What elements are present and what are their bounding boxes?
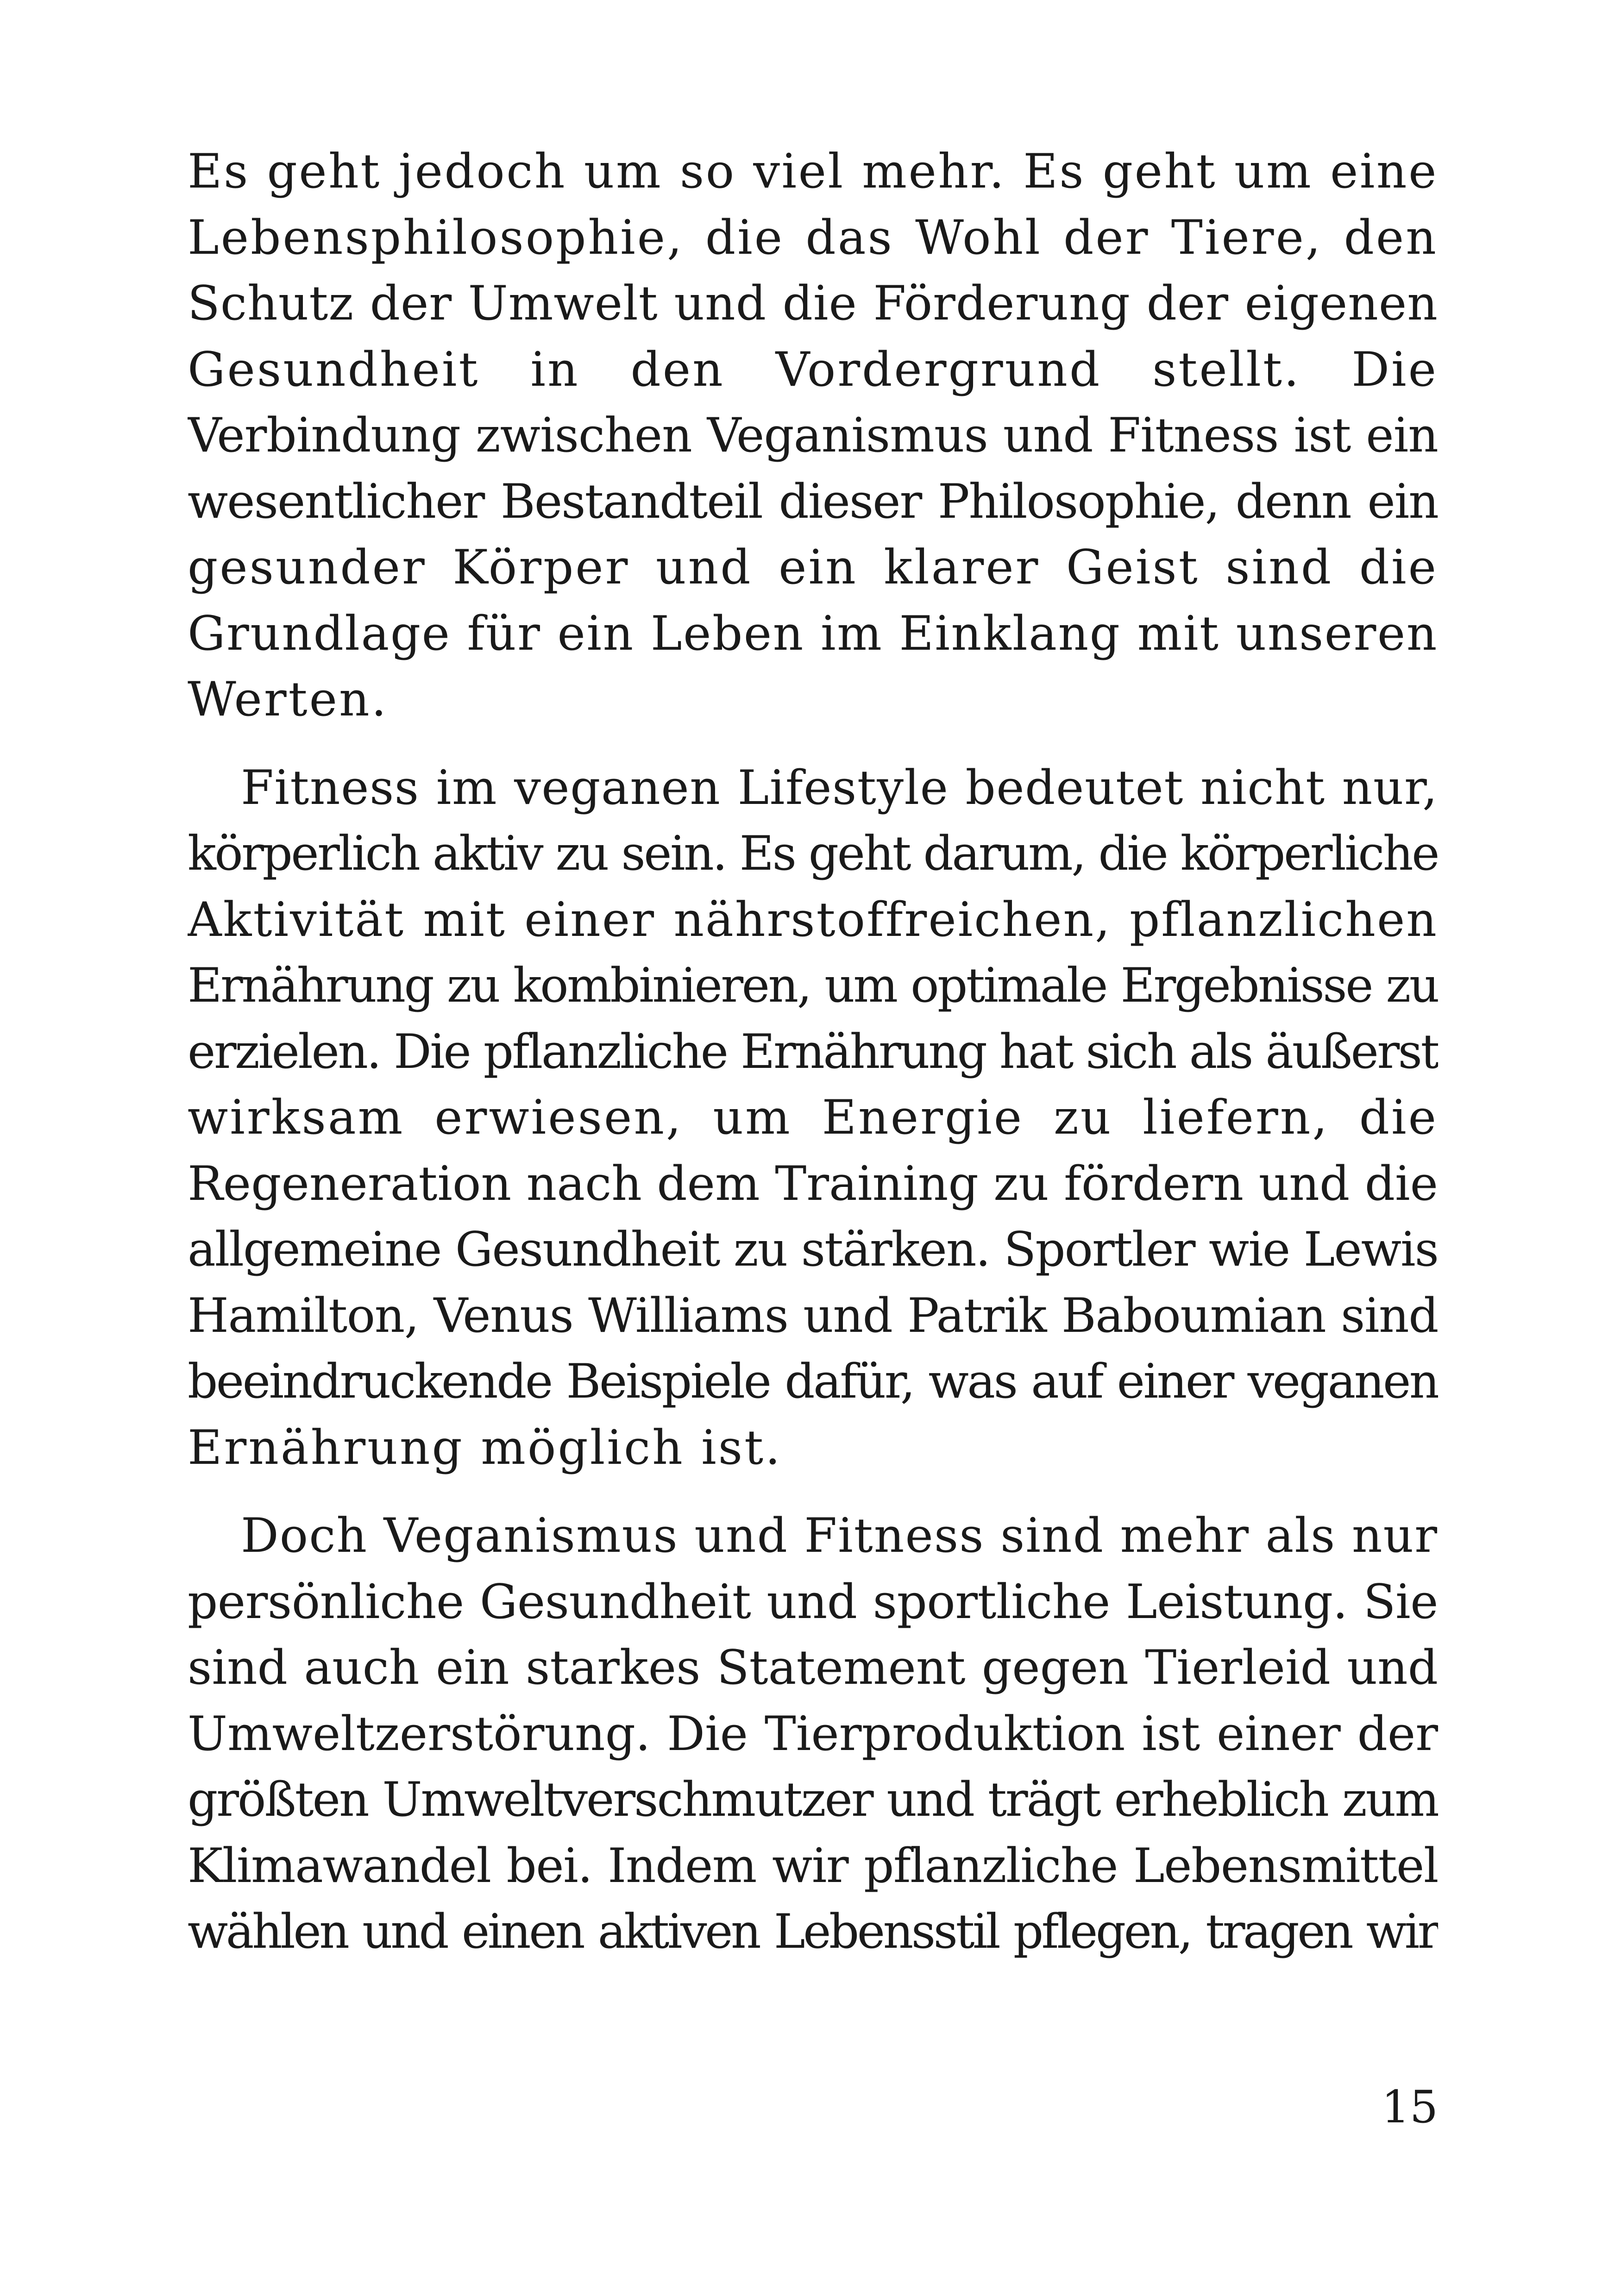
body-text — [188, 139, 1438, 1965]
text-line: körperlich aktiv zu sein. Es geht darum, die körperliche — [188, 826, 1438, 881]
paragraph-2 — [188, 755, 1438, 1481]
text-line: Umweltzerstörung. Die Tierproduktion ist einer der — [188, 1706, 1438, 1762]
text-line: Verbindung zwischen Veganismus und Fitness ist ein — [188, 408, 1438, 463]
text-line: Ernährung möglich ist. — [188, 1420, 782, 1475]
text-line: Hamilton, Venus Williams und Patrik Baboumian sind — [188, 1288, 1438, 1343]
text-line: Regeneration nach dem Training zu fördern und die — [188, 1156, 1438, 1211]
text-line: Klimawandel bei. Indem wir pflanzliche Lebensmittel — [188, 1838, 1438, 1894]
text-line: wirksam erwiesen, um Energie zu liefern, die — [188, 1090, 1438, 1145]
text-line: Lebensphilosophie, die das Wohl der Tiere, den — [188, 210, 1438, 265]
text-line: erzielen. Die pflanzliche Ernährung hat sich als äußerst — [188, 1024, 1438, 1079]
text-line: allgemeine Gesundheit zu stärken. Sportler wie Lewis — [188, 1222, 1438, 1277]
paragraph-gap — [188, 1481, 1438, 1503]
text-line: Schutz der Umwelt und die Förderung der eigenen — [188, 276, 1438, 331]
text-line: persönliche Gesundheit und sportliche Leistung. Sie — [188, 1574, 1438, 1630]
text-line: größten Umweltverschmutzer und trägt erheblich zum — [188, 1772, 1438, 1827]
text-line: Fitness im veganen Lifestyle bedeutet nicht nur, — [241, 760, 1438, 816]
text-line: Aktivität mit einer nährstoffreichen, pflanzlichen — [188, 892, 1438, 947]
text-line: Ernährung zu kombinieren, um optimale Ergebnisse zu — [188, 958, 1438, 1013]
page-number: 15 — [1381, 2081, 1438, 2133]
text-line: Grundlage für ein Leben im Einklang mit unseren — [188, 606, 1438, 661]
text-line: beeindruckende Beispiele dafür, was auf einer veganen — [188, 1354, 1438, 1409]
text-line: wesentlicher Bestandteil dieser Philosophie, denn ein — [188, 474, 1438, 529]
paragraph-3 — [188, 1503, 1438, 1965]
text-line: gesunder Körper und ein klarer Geist sind die — [188, 540, 1438, 595]
text-line: Gesundheit in den Vordergrund stellt. Die — [188, 342, 1438, 397]
paragraph-gap — [188, 733, 1438, 755]
text-line: wählen und einen aktiven Lebensstil pflegen, tragen wir — [188, 1904, 1438, 1959]
text-line: Doch Veganismus und Fitness sind mehr als nur — [241, 1508, 1438, 1563]
text-line: Werten. — [188, 672, 389, 727]
text-line: sind auch ein starkes Statement gegen Tierleid und — [188, 1640, 1438, 1695]
text-line: Es geht jedoch um so viel mehr. Es geht um eine — [188, 144, 1438, 199]
paragraph-1 — [188, 139, 1438, 733]
